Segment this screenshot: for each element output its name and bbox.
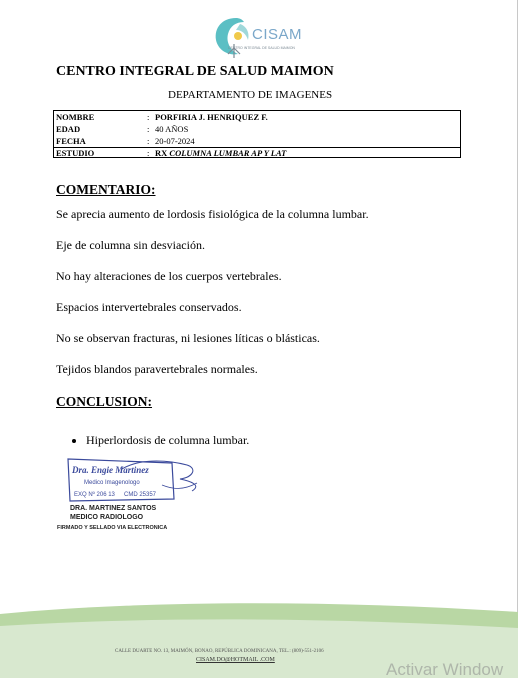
cisam-logo-mark-icon [210,14,254,60]
cisam-logo [210,14,322,60]
institution-title: CENTRO INTEGRAL DE SALUD MAIMON [56,64,334,79]
comentario-heading: COMENTARIO: [56,182,156,197]
info-row-nombre [54,111,460,123]
study-prefix: RX [155,148,168,158]
info-row-estudio [54,147,460,159]
bullet-icon [72,439,76,443]
comentario-line: No se observan fracturas, ni lesiones líticas o blásticas. [56,331,320,345]
signature-note: FIRMADO Y SELLADO VIA ELECTRONICA [57,525,168,531]
study-name: COLUMNA LUMBAR AP Y LAT [169,148,287,158]
patient-info-table [53,110,461,158]
footer-address: CALLE DUARTE NO. 13, MAIMÓN, BONAO, REPÚBLICA DOMINICANA, TEL.: (809)-551-2106 [115,649,324,654]
info-colon: : [147,124,150,134]
stamp-exq: EXQ Nº 206 13 [74,492,115,498]
doctor-title: MEDICO RADIOLOGO [70,514,144,521]
study-value [155,148,286,159]
patient-name-value: PORFIRIA J. HENRIQUEZ F. [155,112,268,122]
comentario-line: Eje de columna sin desviación. [56,238,205,252]
activation-watermark: Activar Window [386,660,504,679]
signature-block [70,504,156,522]
info-row-edad [54,123,460,135]
stamp-title: Medico Imagenologo [84,480,140,486]
info-label: NOMBRE [56,112,95,122]
info-row-fecha [54,135,460,147]
info-colon: : [147,112,150,122]
info-colon: : [147,136,150,146]
info-label: EDAD [56,124,81,134]
comentario-line: Espacios intervertebrales conservados. [56,300,242,314]
signature-stamp [62,455,207,505]
comentario-line: Se aprecia aumento de lordosis fisiológica de la columna lumbar. [56,207,369,221]
doctor-name: DRA. MARTINEZ SANTOS [70,505,157,512]
comentario-line: Tejidos blandos paravertebrales normales. [56,362,258,376]
patient-age-value: 40 AÑOS [155,124,189,134]
department-title: DEPARTAMENTO DE IMAGENES [168,89,333,101]
logo-text: CISAM [252,26,303,43]
comentario-line: No hay alteraciones de los cuerpos vertebrales. [56,269,282,283]
logo-subtitle: CENTRO INTEGRAL DE SALUD MAIMON [228,46,295,50]
stamp-cmd: CMD 25357 [124,492,157,498]
stamp-name: Dra. Engie Martinez [72,465,149,475]
footer-email[interactable]: CISAM.DO@HOTMAIL .COM [196,657,275,663]
conclusion-item: Hiperlordosis de columna lumbar. [86,433,250,447]
info-colon: : [147,148,150,158]
conclusion-heading: CONCLUSION: [56,394,153,409]
study-date-value: 20-07-2024 [155,136,195,146]
info-label: FECHA [56,136,86,146]
info-label: ESTUDIO [56,148,95,158]
